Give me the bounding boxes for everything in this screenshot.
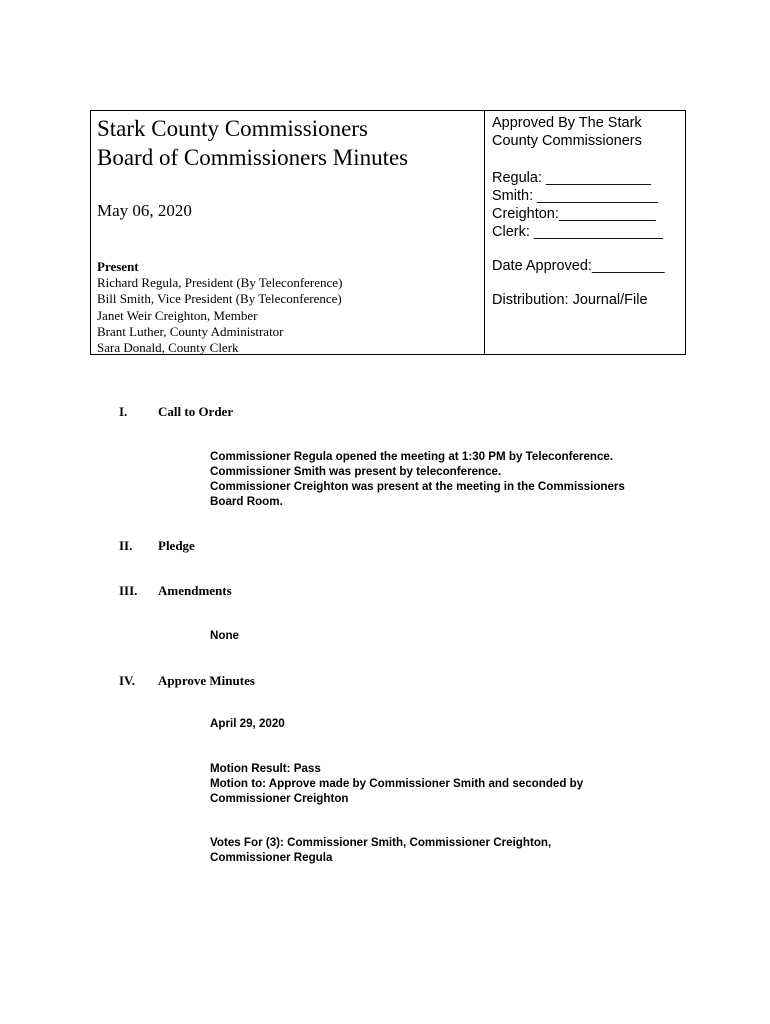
signature-line-creighton: Creighton:____________ (492, 206, 656, 222)
text-line: Commissioner Regula opened the meeting at 1:30 PM by Teleconference. (210, 450, 614, 463)
attendee: Janet Weir Creighton, Member (97, 307, 258, 323)
section-number: I. (119, 404, 128, 419)
section-title-call-to-order: Call to Order (158, 404, 234, 419)
section-number: IV. (119, 673, 136, 688)
approval-block (492, 114, 665, 309)
motion-block (210, 761, 583, 806)
motion-text: Motion to: Approve made by Commissioner Smith and seconded by (210, 777, 584, 790)
minutes-date: April 29, 2020 (210, 717, 285, 730)
motion-text: Commissioner Creighton (210, 792, 349, 805)
call-to-order-text (210, 449, 625, 509)
date-approved-line: Date Approved:_________ (492, 258, 665, 274)
section-title-pledge: Pledge (158, 538, 195, 553)
distribution-line: Distribution: Journal/File (492, 292, 648, 308)
section-title-amendments: Amendments (158, 583, 232, 598)
votes-for: Votes For (3): Commissioner Smith, Commissioner Creighton, (210, 836, 552, 849)
motion-result: Motion Result: Pass (210, 762, 321, 775)
document-title-line-2: Board of Commissioners Minutes (97, 145, 409, 170)
signature-line-regula: Regula: _____________ (492, 170, 651, 186)
votes-block (210, 835, 551, 865)
section-title-approve-minutes: Approve Minutes (158, 673, 255, 688)
present-heading: Present (97, 259, 139, 274)
text-line: Commissioner Smith was present by teleconference. (210, 465, 502, 478)
meeting-date: May 06, 2020 (97, 201, 192, 220)
signature-line-clerk: Clerk: ________________ (492, 224, 663, 240)
attendee: Brant Luther, County Administrator (97, 323, 284, 339)
section-number: II. (119, 538, 133, 553)
present-list (97, 259, 342, 356)
header-box (90, 110, 686, 355)
column-divider (484, 111, 485, 354)
document-title-line-1: Stark County Commissioners (97, 116, 368, 141)
approval-heading-line-1: Approved By The Stark (492, 115, 642, 131)
signature-line-smith: Smith: _______________ (492, 188, 659, 204)
amendments-text: None (210, 629, 239, 642)
attendee: Richard Regula, President (By Teleconference) (97, 275, 343, 291)
approval-heading-line-2: County Commissioners (492, 133, 642, 149)
text-line: Commissioner Creighton was present at the meeting in the Commissioners (210, 480, 625, 493)
text-line: Board Room. (210, 495, 283, 508)
attendee: Sara Donald, County Clerk (97, 340, 239, 356)
section-number: III. (119, 583, 138, 598)
attendee: Bill Smith, Vice President (By Teleconference) (97, 291, 342, 307)
votes-for: Commissioner Regula (210, 851, 333, 864)
